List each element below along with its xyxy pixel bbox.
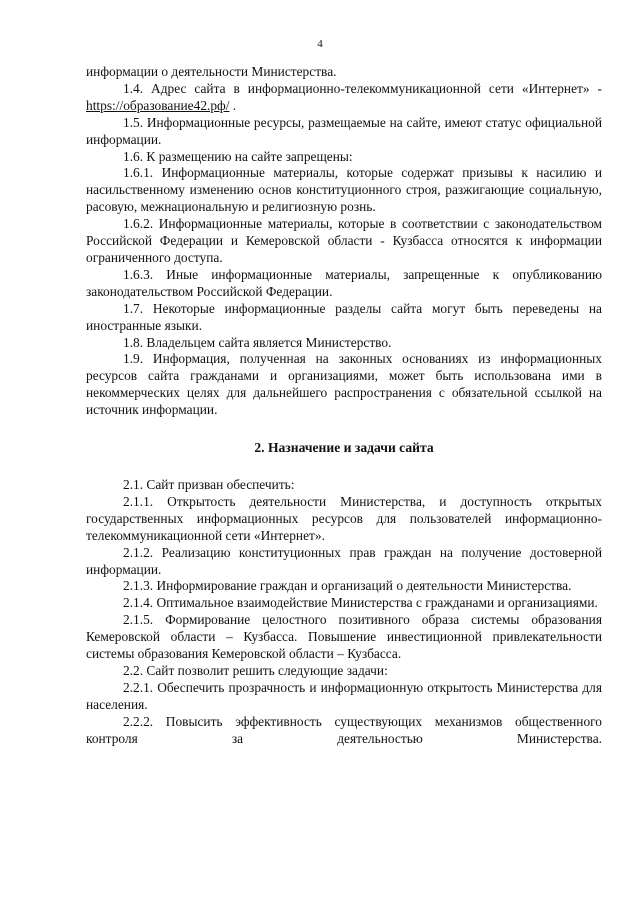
paragraph-continuation: информации о деятельности Министерства. xyxy=(86,64,337,79)
paragraph-1-7: 1.7. Некоторые информационные разделы сайта могут быть переведены на иностранные языки. xyxy=(86,300,602,333)
paragraph-2-1-5: 2.1.5. Формирование целостного позитивного образа системы образования Кемеровской области – Кузбасса. Повышение инвестиционной привлекательности системы образования Кемеровской области – Кузбасса. xyxy=(86,612,602,662)
paragraph-2-2-1: 2.2.1. Обеспечить прозрачность и информационную открытость Министерства для населения. xyxy=(86,679,602,712)
site-address-link[interactable]: https://образование42.рф/ xyxy=(86,97,230,113)
section-2-heading: 2. Назначение и задачи сайта xyxy=(254,440,434,456)
paragraph-2-2-2: 2.2.2. Повысить эффективность существующих механизмов общественного контроля за деятельностью Министерства. xyxy=(86,713,602,746)
document-body xyxy=(86,64,602,748)
paragraph-1-6: 1.6. К размещению на сайте запрещены: xyxy=(123,148,353,164)
page-number: 4 xyxy=(317,38,323,50)
paragraph-2-2: 2.2. Сайт позволит решить следующие задачи: xyxy=(123,663,388,678)
paragraph-1-4-text: 1.4. Адрес сайта в информационно-телекоммуникационной сети «Интернет» - xyxy=(123,80,602,96)
paragraph-2-1-2: 2.1.2. Реализацию конституционных прав граждан на получение достоверной информации. xyxy=(86,544,602,577)
paragraph-2-1-1: 2.1.1. Открытость деятельности Министерства, и доступность открытых государственных информационных ресурсов для пользователей информационно-телекоммуникационной сети «Интернет». xyxy=(86,493,602,543)
paragraph-2-1-3: 2.1.3. Информирование граждан и организаций о деятельности Министерства. xyxy=(123,578,572,594)
paragraph-1-6-2: 1.6.2. Информационные материалы, которые в соответствии с законодательством Российской Федерации и Кемеровской области - Кузбасса относятся к информации ограниченного доступа. xyxy=(86,216,602,265)
paragraph-1-8: 1.8. Владельцем сайта является Министерство. xyxy=(123,334,392,350)
paragraph-1-9: 1.9. Информация, полученная на законных основаниях из информационных ресурсов сайта гражданами и организациями, может быть использована ими в некоммерческих целях для дальнейшего распространения с обязательной ссылкой на источник информации. xyxy=(86,351,602,418)
paragraph-1-4 xyxy=(86,81,602,115)
paragraph-1-6-1: 1.6.1. Информационные материалы, которые содержат призывы к насилию и насильственному изменению основ конституционного строя, разжигающие социальную, расовую, межнациональную и религиозную рознь. xyxy=(86,165,602,215)
paragraph-1-6-3: 1.6.3. Иные информационные материалы, запрещенные к опубликованию законодательством Российской Федерации. xyxy=(86,266,602,299)
paragraph-1-4-tail: . xyxy=(229,97,237,113)
paragraph-1-5: 1.5. Информационные ресурсы, размещаемые на сайте, имеют статус официальной информации. xyxy=(86,114,602,147)
paragraph-2-1-4: 2.1.4. Оптимальное взаимодействие Министерства с гражданами и организациями. xyxy=(123,595,598,611)
paragraph-2-1: 2.1. Сайт призван обеспечить: xyxy=(123,477,295,493)
